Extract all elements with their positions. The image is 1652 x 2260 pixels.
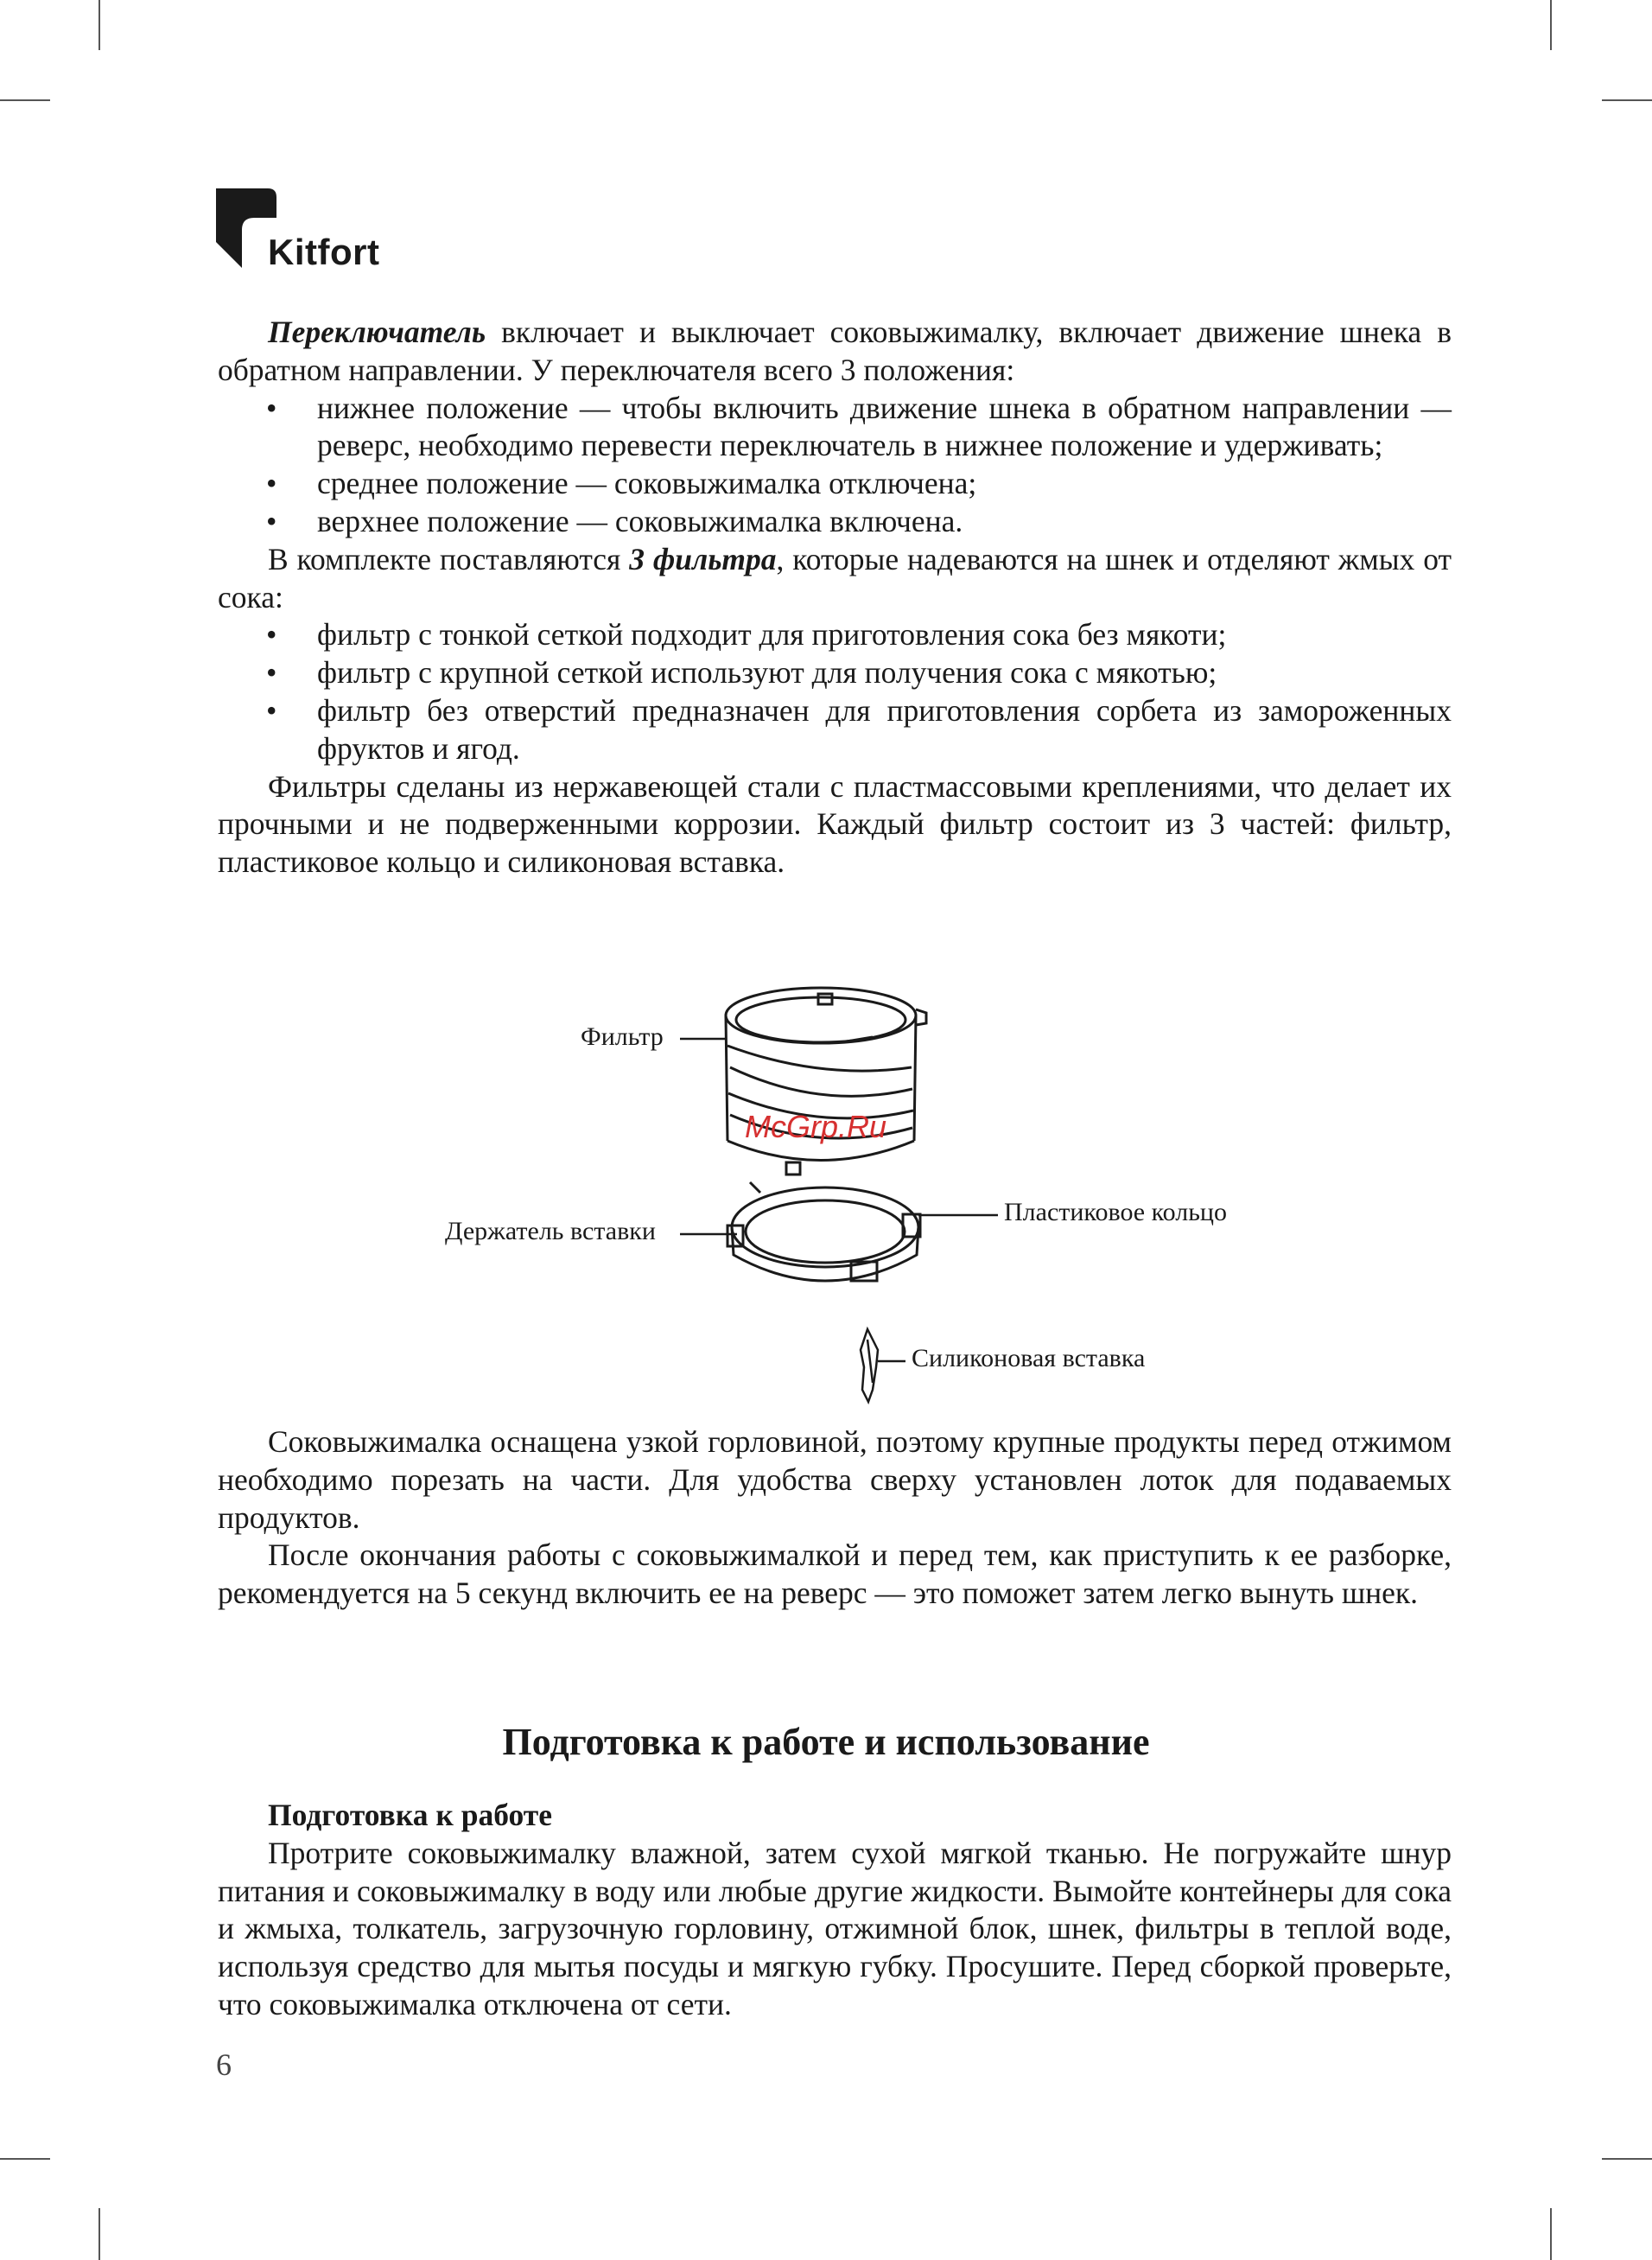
crop-mark [98,2208,100,2260]
crop-mark [1550,2208,1552,2260]
crop-mark [1602,99,1652,101]
label-silicone-insert: Силиконовая вставка [912,1344,1146,1372]
label-insert-holder: Держатель вставки [445,1217,656,1245]
brand-name: Kitfort [268,232,380,272]
list-item: • среднее положение — соковыжималка отключена; [266,466,977,501]
label-plastic-ring: Пластиковое кольцо [1004,1198,1227,1226]
switch-positions-list [218,390,1452,541]
filter-diagram [432,968,1261,1417]
preparation-text [218,1797,1452,2024]
list-item: • фильтр с тонкой сеткой подходит для приготовления сока без мякоти; [266,617,1227,653]
silicone-insert-drawing [861,1329,878,1402]
label-filter: Фильтр [581,1022,664,1051]
crop-mark [0,99,50,101]
filters-paragraph: В комплекте поставляются 3 фильтра, которые надеваются на шнек и отделяют жмых от сока: [218,541,1452,614]
switch-term: Переключатель [268,315,486,349]
filters-term: 3 фильтра [629,541,777,576]
filters-material-paragraph: Фильтры сделаны из нержавеющей стали с пластмассовыми креплениями, что делает их прочными и не подверженными коррозии. Каждый фильтр состоит из 3 частей: фильтр, пластиковое кольцо и силиконовая вставка. [218,768,1452,880]
filters-list [218,616,1452,767]
list-item: • нижнее положение — чтобы включить движение шнека в обратном направлении — реверс, необходимо перевести переключатель в нижнее положение и удерживать; [266,390,1452,463]
reverse-paragraph: После окончания работы с соковыжималкой и перед тем, как приступить к ее разборке, рекомендуется на 5 секунд включить ее на реверс — это поможет затем легко вынуть шнек. [218,1537,1452,1611]
crop-mark [1602,2158,1652,2160]
intro-text [218,314,1452,882]
list-item: • верхнее положение — соковыжималка включена. [266,503,963,538]
switch-paragraph: Переключатель включает и выключает соковыжималку, включает движение шнека в обратном направлении. У переключателя всего 3 положения: [218,315,1452,387]
list-item: • фильтр без отверстий предназначен для приготовления сорбета из замороженных фруктов и ягод. [266,692,1452,766]
list-item: • фильтр с крупной сеткой используют для получения сока с мякотью; [266,655,1217,691]
subsection-title: Подготовка к работе [268,1798,552,1832]
section-title: Подготовка к работе и использование [502,1721,1150,1763]
crop-mark [0,2158,50,2160]
crop-mark [98,0,100,50]
watermark: McGrp.Ru [745,1109,887,1144]
ring-drawing [728,1162,920,1281]
page-number: 6 [216,2047,232,2082]
crop-mark [1550,0,1552,50]
preparation-paragraph: Протрите соковыжималку влажной, затем сухой мягкой тканью. Не погружайте шнур питания и соковыжималку в воду или любые другие жидкости. Вымойте контейнеры для сока и жмыха, толкатель, загрузочную горловину, отжимной блок, шнек, фильтры в теплой воде, используя средство для мытья посуды и мягкую губку. Просушите. Перед сборкой проверьте, что соковыжималка отключена от сети. [218,1835,1452,2021]
after-figure-text [218,1423,1452,1613]
narrow-neck-paragraph: Соковыжималка оснащена узкой горловиной, поэтому крупные продукты перед отжимом необходимо порезать на части. Для удобства сверху установлен лоток для подаваемых продуктов. [218,1424,1452,1535]
